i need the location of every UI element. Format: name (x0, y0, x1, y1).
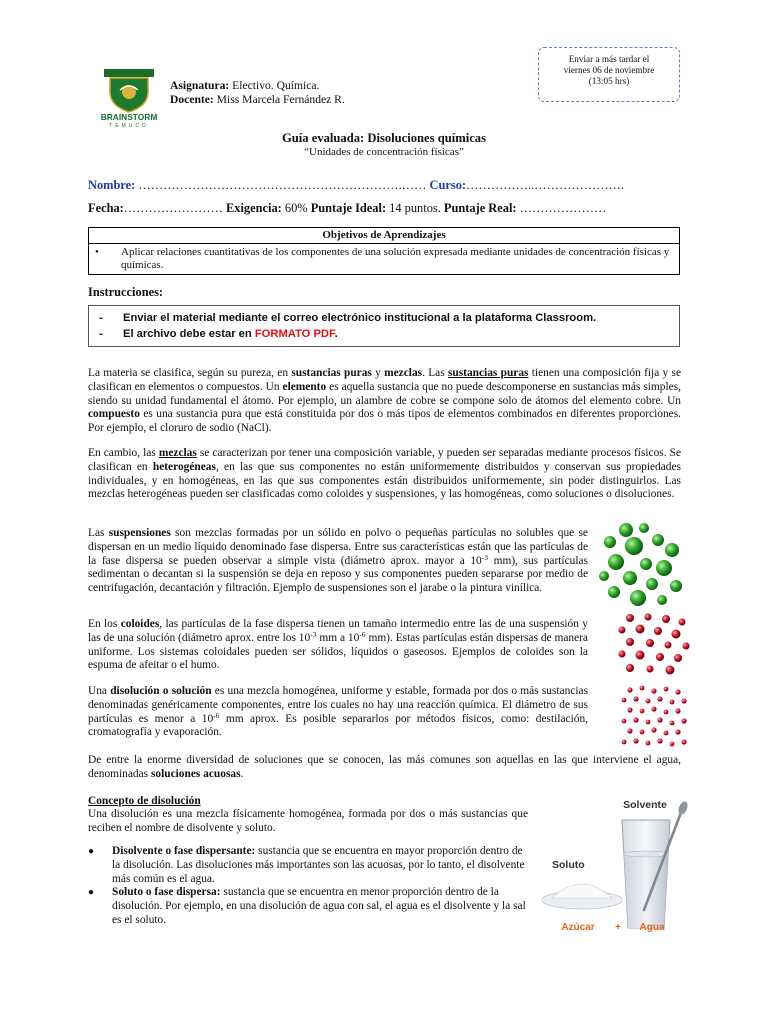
objective-text: Aplicar relaciones cuantitativas de los componentes de una solución expresada mediante unidades de concentración físicas y químicas. (121, 245, 670, 272)
curso-label: Curso: (429, 178, 467, 192)
concept-title: Concepto de disolución (88, 795, 201, 807)
agua-label: Agua (639, 922, 665, 933)
asignatura-label: Asignatura: (170, 79, 230, 92)
dash-icon: - (99, 312, 103, 324)
puntaje-real-field[interactable]: ………………… (516, 201, 607, 215)
name-course-line (88, 178, 688, 193)
puntaje-real-label: Puntaje Real: (443, 201, 517, 215)
school-logo (98, 68, 160, 128)
solvente-label: Solvente (623, 799, 667, 811)
page-title: Guía evaluada: Disoluciones químicas (282, 131, 486, 145)
suspension-particles-illustration (596, 520, 686, 608)
objectives-table (88, 227, 680, 275)
date-score-line (88, 201, 688, 216)
fecha-label: Fecha: (88, 201, 124, 215)
bullet-icon: • (95, 245, 99, 258)
paragraph-suspensions: Las suspensiones son mezclas formadas por un sólido en polvo o pequeñas partículas no solubles que se dispersan en un medio líquido denominado fase dispersa. Entre sus características están que las partículas de la fase dispersa se pueden observar a simple vista (diámetro aprox. mayor a $10^{-3}$ mm), sus partículas sedimentan o decantan si la suspensión se deja en reposo y sus componentes pueden separarse por medio de centrifugación, decantación y filtración. Ejemplo de suspensiones son el jarabe o la pintura vinílica. (88, 527, 588, 595)
solution-particles-illustration (620, 684, 690, 750)
paragraph-colloids: En los coloides, las partículas de la fase dispersa tienen un tamaño intermedio entre las de una suspensión y las de una solución (diámetro aprox. entre los $10^{-3}$ mm a $10^{-6}$ mm). Estas partículas están dispersas de manera uniforme. Los sistemas coloidales pueden ser sólidos, líquidos o gaseosos. Ejemplos de coloides son la espuma de afeitar o el humo. (88, 618, 588, 672)
puntaje-ideal-label: Puntaje Ideal: (310, 201, 387, 215)
nombre-label: Nombre: (88, 178, 136, 192)
instruction-text-2: El archivo debe estar en (123, 328, 255, 341)
exigencia-value: 60% (281, 201, 311, 215)
deadline-line-3: (13:05 hrs) (588, 76, 630, 87)
asignatura-value: Electivo. Química. (229, 79, 320, 92)
objectives-header: Objetivos de Aprendizajes (89, 228, 679, 244)
soluto-label: Soluto (552, 859, 585, 871)
concept-text: Una disolución es una mezcla físicamente homogénea, formada por dos o más sustancias que reciben el nombre de disolvente y soluto. (88, 808, 528, 834)
instruction-item (99, 326, 673, 342)
page-subtitle: “Unidades de concentración físicas” (304, 146, 464, 158)
deadline-note (538, 47, 680, 102)
pdf-format-highlight: FORMATO PDF (254, 328, 335, 341)
docente-label: Docente: (170, 93, 214, 107)
instruction-period: . (334, 328, 338, 341)
nombre-field[interactable]: ……………………………………………………….…… (135, 178, 430, 192)
solute-solvent-figure (540, 790, 700, 940)
concept-list (88, 845, 528, 928)
list-item: ● Soluto o fase dispersa: sustancia que se encuentra en menor proporción dentro de la disolución. Por ejemplo, en una disolución de agua con sal, el agua es el disolvente y la sal es el soluto. (88, 886, 526, 926)
puntaje-ideal-value: 14 puntos. (386, 201, 444, 215)
fecha-field[interactable]: …………………… (123, 201, 227, 215)
instructions-title: Instrucciones: (88, 285, 164, 299)
deadline-line-2: viernes 06 de noviembre (563, 65, 655, 76)
instruction-item (99, 310, 673, 326)
deadline-line-1: Enviar a más tardar el (568, 54, 650, 64)
school-name: BRAINSTORM (100, 112, 158, 122)
azucar-label: Azúcar (561, 922, 595, 933)
curso-field[interactable]: ……………..…………………. (466, 178, 625, 192)
paragraph-solutions: Una disolución o solución es una mezcla homogénea, uniforme y estable, formada por dos o más sustancias denominadas genéricamente componentes, entre los cuales no hay una reacción química. El diámetro de sus partículas es menor a $10^{-6}$ mm aprox. Es posible separarlos por métodos físicos, como: destilación, cromatografía y evaporación. (88, 685, 589, 739)
objectives-row (89, 244, 679, 274)
bullet-icon: ● (88, 887, 95, 899)
paragraph-matter-classification: La materia se clasifica, según su pureza, en sustancias puras y mezclas. Las sustancias puras tienen una composición fija y se clasifican en elementos o compuestos. Un elemento es aquella sustancia que no puede descomponerse en sustancias más simples, siendo su unidad fundamental el átomo. Por ejemplo, un alambre de cobre se compone solo de átomos del elemento cobre. Un compuesto es una sustancia pura que está constituida por dos o más tipos de elementos combinados en diferentes proporciones. Por ejemplo, el cloruro de sodio (NaCl). (88, 367, 682, 435)
school-city: TEMUCO (109, 123, 149, 128)
instructions-box (88, 305, 680, 347)
paragraph-mixtures: En cambio, las mezclas se caracterizan por tener una composición variable, y pueden ser separadas mediante procesos físicos. Se clasifican en heterogéneas, en las que sus componentes no están uniformemente distribuidos y conservan sus propiedades individuales, y en homogéneas, en las que sus componentes están distribuidos uniformemente, sin poder distinguirlos. Las mezclas heterogéneas pueden ser clasificadas como coloides y suspensiones, y las homogéneas, como soluciones o disoluciones. (88, 447, 681, 501)
bullet-icon: ● (88, 846, 95, 857)
docente-value: Miss Marcela Fernández R. (213, 93, 345, 107)
colloid-particles-illustration (616, 612, 690, 676)
course-info (170, 79, 345, 107)
list-item: ● Disolvente o fase dispersante: sustancia que se encuentra en mayor proporción dentro de la disolución. Las disoluciones más importantes son las acuosas, por lo tanto, el disolvente más común es el agua. (88, 845, 525, 885)
instruction-text-1: Enviar el material mediante el correo electrónico institucional a la plataforma Classroom. (123, 312, 597, 324)
paragraph-aqueous: De entre la enorme diversidad de soluciones que se conocen, las más comunes son aquellas en las que interviene el agua, denominadas soluciones acuosas. (88, 754, 681, 780)
dash-icon: - (99, 328, 103, 341)
exigencia-label: Exigencia: (226, 201, 282, 215)
plus-label: + (615, 922, 621, 933)
